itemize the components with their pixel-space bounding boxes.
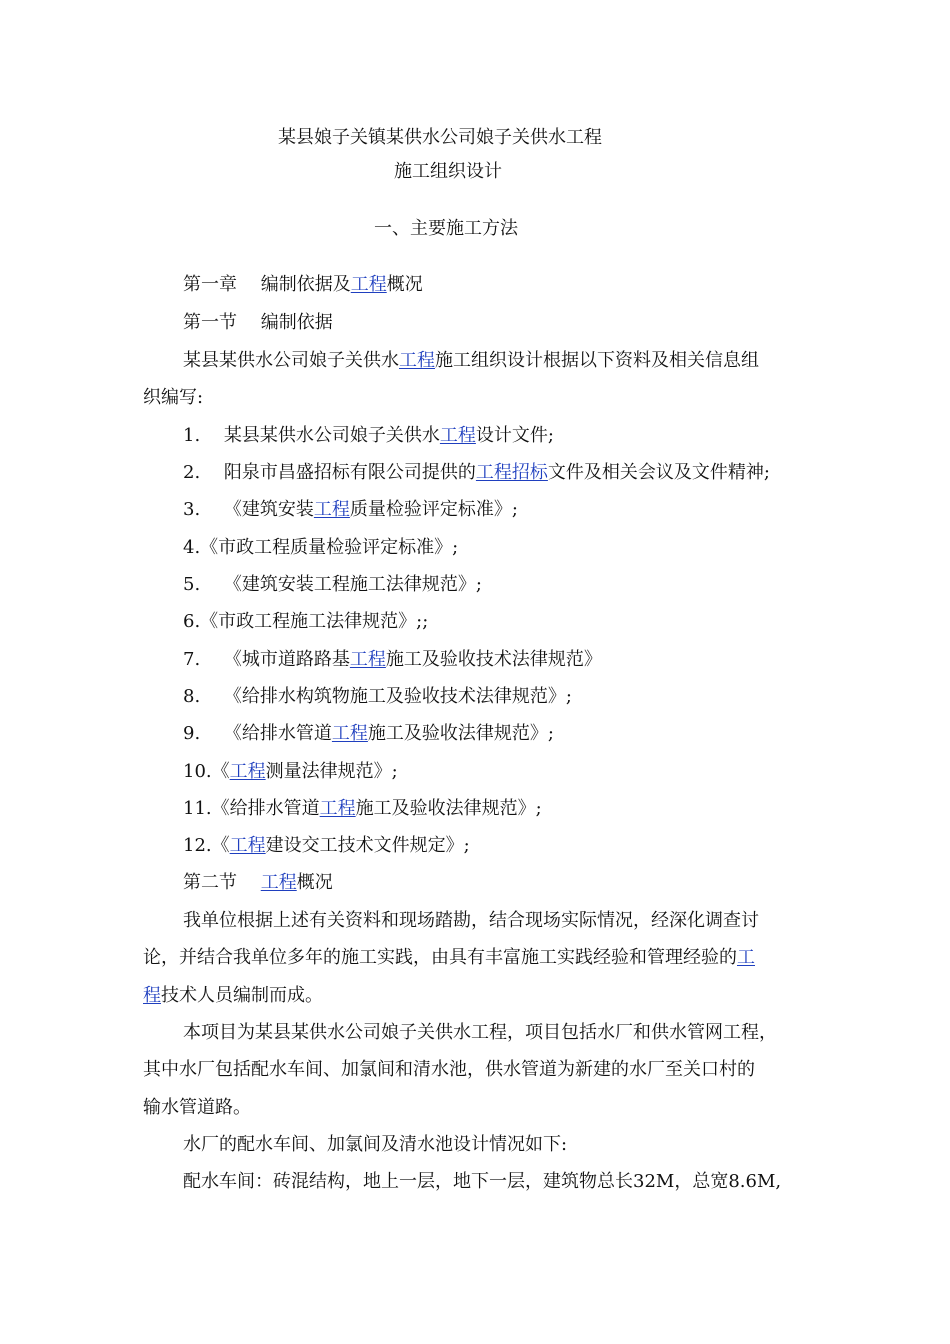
engineering-link[interactable]: 工程 bbox=[331, 723, 368, 744]
list-item-text: 3. 《建筑安装 bbox=[183, 499, 314, 520]
intro-text: 某县某供水公司娘子关供水 bbox=[183, 350, 399, 371]
document-title-line2: 施工组织设计 bbox=[394, 161, 502, 182]
list-item-4: 4.《市政工程质量检验评定标准》; bbox=[183, 537, 459, 558]
list-item-text: 12.《 bbox=[183, 835, 230, 856]
list-item-text: 2. 阳泉市昌盛招标有限公司提供的 bbox=[183, 462, 476, 483]
list-item-10 bbox=[183, 760, 398, 784]
paragraph-4: 配水车间：砖混结构，地上一层，地下一层，建筑物总长32M，总宽8.6M, bbox=[183, 1171, 782, 1192]
list-item-text: 施工及验收法律规范》; bbox=[367, 723, 554, 744]
list-item-text: 设计文件; bbox=[475, 425, 554, 446]
engineering-link[interactable]: 工程 bbox=[439, 425, 476, 446]
paragraph-1-line3 bbox=[143, 984, 323, 1008]
list-item-6: 6.《市政工程施工法律规范》;; bbox=[183, 611, 429, 632]
section-heading-1: 第一节 编制依据 bbox=[183, 312, 333, 333]
list-item-text: 质量检验评定标准》; bbox=[349, 499, 518, 520]
intro-line1 bbox=[183, 349, 759, 373]
list-item-text: 施工及验收法律规范》; bbox=[355, 798, 542, 819]
list-item-text: 11.《给排水管道 bbox=[183, 798, 320, 819]
paragraph-3: 水厂的配水车间、加氯间及清水池设计情况如下: bbox=[183, 1134, 568, 1155]
list-item-text: 10.《 bbox=[183, 761, 230, 782]
list-item-8: 8. 《给排水构筑物施工及验收技术法律规范》; bbox=[183, 686, 572, 707]
list-item-text: 7. 《城市道路路基 bbox=[183, 649, 350, 670]
list-item-text: 测量法律规范》; bbox=[265, 761, 398, 782]
list-item-text: 施工及验收技术法律规范》 bbox=[385, 649, 602, 670]
list-item-5: 5. 《建筑安装工程施工法律规范》; bbox=[183, 574, 482, 595]
engineering-link[interactable]: 工程 bbox=[319, 798, 356, 819]
section-heading-text: 概况 bbox=[296, 872, 333, 893]
chapter-heading-text: 概况 bbox=[386, 274, 423, 295]
section-heading-text: 第二节 bbox=[183, 872, 261, 893]
intro-text: 施工组织设计根据以下资料及相关信息组 bbox=[435, 350, 759, 371]
engineering-link[interactable]: 工程 bbox=[229, 761, 266, 782]
list-item-12 bbox=[183, 834, 470, 858]
list-item-7 bbox=[183, 648, 602, 672]
engineering-link[interactable]: 工程 bbox=[399, 350, 435, 371]
list-item-9 bbox=[183, 722, 554, 746]
list-item-text: 9. 《给排水管道 bbox=[183, 723, 332, 744]
engineering-link[interactable]: 工程 bbox=[313, 499, 350, 520]
chapter-heading-text: 第一章 编制依据及 bbox=[183, 274, 351, 295]
bidding-link[interactable]: 工程招标 bbox=[475, 462, 548, 483]
engineering-link[interactable]: 程 bbox=[143, 985, 161, 1006]
list-item-text: 1. 某县某供水公司娘子关供水 bbox=[183, 425, 440, 446]
engineering-link[interactable]: 工程 bbox=[350, 274, 387, 295]
list-item-text: 建设交工技术文件规定》; bbox=[265, 835, 470, 856]
paragraph-1-line2 bbox=[143, 946, 755, 970]
engineering-link[interactable]: 工程 bbox=[260, 872, 297, 893]
list-item-3 bbox=[183, 498, 518, 522]
paragraph-2-line3: 输水管道路。 bbox=[143, 1097, 251, 1118]
paragraph-text: 技术人员编制而成。 bbox=[161, 985, 323, 1006]
document-title-line1: 某县娘子关镇某供水公司娘子关供水工程 bbox=[278, 127, 602, 148]
engineering-link[interactable]: 工程 bbox=[349, 649, 386, 670]
list-item-1 bbox=[183, 424, 554, 448]
list-item-text: 文件及相关会议及文件精神; bbox=[547, 462, 770, 483]
paragraph-2-line1: 本项目为某县某供水公司娘子关供水工程，项目包括水厂和供水管网工程， bbox=[183, 1022, 777, 1043]
list-item-2 bbox=[183, 461, 770, 485]
engineering-link[interactable]: 工程 bbox=[229, 835, 266, 856]
paragraph-2-line2: 其中水厂包括配水车间、加氯间和清水池，供水管道为新建的水厂至关口村的 bbox=[143, 1059, 755, 1080]
section-heading-2 bbox=[183, 871, 333, 895]
list-item-11 bbox=[183, 797, 542, 821]
intro-line2: 织编写: bbox=[143, 387, 204, 408]
section-heading: 一、主要施工方法 bbox=[374, 218, 518, 239]
engineering-link[interactable]: 工 bbox=[737, 947, 755, 968]
chapter-heading bbox=[183, 273, 423, 297]
paragraph-1-line1: 我单位根据上述有关资料和现场踏勘，结合现场实际情况，经深化调查讨 bbox=[183, 910, 759, 931]
paragraph-text: 论，并结合我单位多年的施工实践，由具有丰富施工实践经验和管理经验的 bbox=[143, 947, 737, 968]
